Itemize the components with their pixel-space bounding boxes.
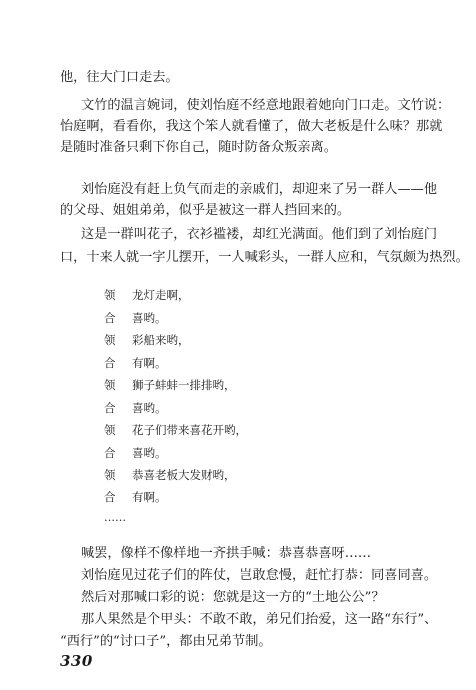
verse-line: 喜哟。: [132, 311, 167, 325]
paragraph-line: 口，十来人就一字儿摆开，一人喊彩头，一群人应和，气氛颇为热烈。: [60, 250, 469, 265]
paragraph-line: 是随时准备只剩下你自己，随时防备众叛亲离。: [60, 140, 337, 155]
verse-role: 合: [104, 311, 116, 325]
page-number: 330: [60, 652, 93, 670]
verse-role: 合: [104, 446, 116, 460]
paragraph-line: “西行”的“讨口子”，都由兄弟节制。: [60, 634, 272, 649]
verse-role: 领: [104, 288, 116, 302]
paragraph-line: 喊罢，像样不像样地一齐拱手喊：恭喜恭喜呀……: [81, 546, 372, 561]
paragraph-line: 的父母、姐姐弟弟，似乎是被这一群人挡回来的。: [60, 203, 351, 218]
paragraph-line: 刘怡庭见过花子们的阵仗，岂敢怠慢，赶忙打恭：同喜同喜。: [81, 568, 438, 583]
verse-role: 合: [104, 401, 116, 415]
paragraph-line: 怡庭啊，看看你，我这个笨人就看懂了，做大老板是什么味？那就: [60, 119, 443, 134]
verse-line: 彩船来哟，: [132, 333, 190, 347]
verse-line: 龙灯走啊，: [132, 288, 190, 302]
verse-role: 领: [104, 378, 116, 392]
verse-line: 喜哟。: [132, 446, 167, 460]
verse-role: 领: [104, 423, 116, 437]
verse-role: 合: [104, 356, 116, 370]
verse-line: 有啊。: [132, 356, 167, 370]
paragraph-line: 他，往大门口走去。: [60, 70, 179, 85]
paragraph-line: 这是一群叫花子，衣衫褴褛，却红光满面。他们到了刘怡庭门: [81, 227, 438, 242]
verse-line: 喜哟。: [132, 401, 167, 415]
paragraph-line: 刘怡庭没有赶上负气而走的亲戚们，却迎来了另一群人——他: [81, 182, 438, 197]
verse-line: 有啊。: [132, 490, 167, 504]
paragraph-line: 那人果然是个甲头：不敢不敢，弟兄们抬爱，这一路“东行”、: [81, 612, 438, 627]
verse-line: 狮子蚌蚌一排排哟，: [132, 378, 236, 392]
verse-line: 恭喜老板大发财哟，: [132, 468, 236, 482]
paragraph-line: 文竹的温言婉词，使刘怡庭不经意地跟着她向门口走。文竹说：: [81, 98, 451, 113]
verse-role: 领: [104, 468, 116, 482]
paragraph-line: 然后对那喊口彩的说：您就是这一方的“土地公公”？: [81, 590, 385, 605]
verse-role: 合: [104, 490, 116, 504]
verse-ellipsis: ……: [104, 511, 126, 524]
verse-line: 花子们带来喜花开哟，: [132, 423, 247, 437]
verse-role: 领: [104, 333, 116, 347]
